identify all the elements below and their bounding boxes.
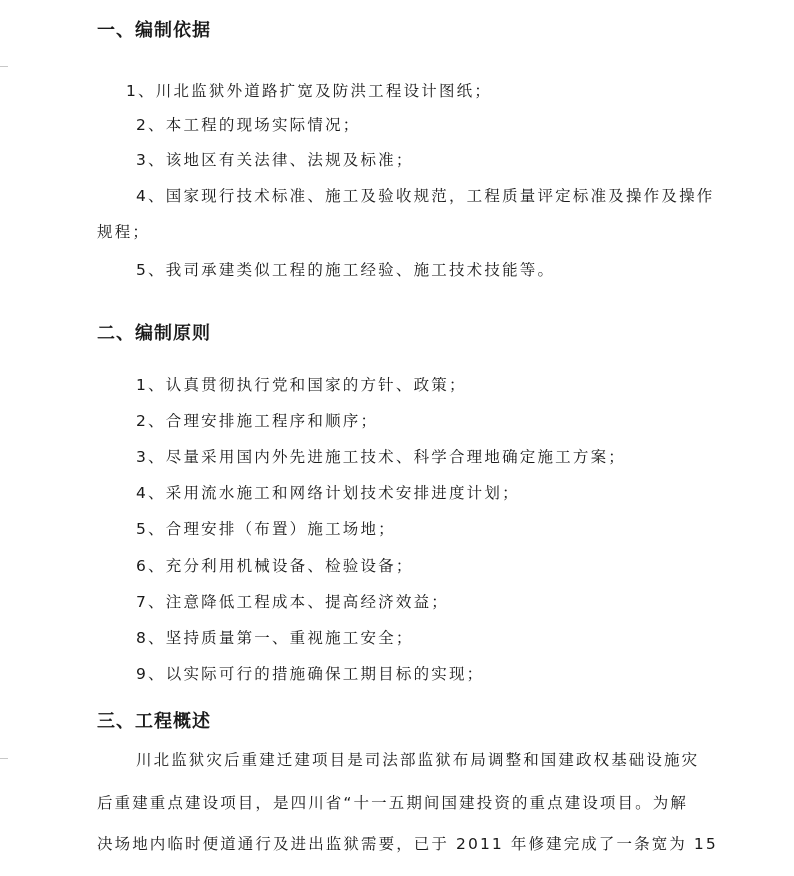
list-item xyxy=(136,481,520,503)
list-item xyxy=(136,148,414,170)
list-item xyxy=(136,258,555,280)
item-number: 8、 xyxy=(136,629,166,647)
item-text: 国家现行技术标准、施工及验收规范，工程质量评定标准及操作及操作 xyxy=(165,187,715,205)
item-text: 注意降低工程成本、提高经济效益； xyxy=(165,593,449,611)
list-item xyxy=(126,79,492,101)
list-item xyxy=(136,373,467,395)
item-number: 5、 xyxy=(136,520,166,538)
list-item xyxy=(136,554,414,576)
item-number: 2、 xyxy=(136,412,166,430)
item-number: 1、 xyxy=(126,82,156,100)
item-text: 坚持质量第一、重视施工安全； xyxy=(165,629,414,647)
list-item xyxy=(136,590,449,612)
item-text: 川北监狱外道路扩宽及防洪工程设计图纸； xyxy=(155,82,493,100)
list-item xyxy=(136,113,360,135)
item-text: 以实际可行的措施确保工期目标的实现； xyxy=(165,665,485,683)
item-text: 采用流水施工和网络计划技术安排进度计划； xyxy=(165,484,520,502)
item-text: 认真贯彻执行党和国家的方针、政策； xyxy=(165,376,467,394)
list-item xyxy=(136,409,378,431)
list-item xyxy=(136,662,484,684)
item-number: 6、 xyxy=(136,557,166,575)
item-text: 该地区有关法律、法规及标准； xyxy=(165,151,414,169)
item-text: 合理安排（布置）施工场地； xyxy=(165,520,396,538)
item-number: 1、 xyxy=(136,376,166,394)
item-text: 充分利用机械设备、检验设备； xyxy=(165,557,414,575)
item-number: 3、 xyxy=(136,151,166,169)
item-number: 4、 xyxy=(136,187,166,205)
list-item xyxy=(136,626,414,648)
item-text: 合理安排施工程序和顺序； xyxy=(165,412,379,430)
list-item-continuation: 规程； xyxy=(97,223,151,241)
list-item xyxy=(136,517,396,539)
section-heading: 三、工程概述 xyxy=(97,711,211,732)
item-number: 4、 xyxy=(136,484,166,502)
item-text: 我司承建类似工程的施工经验、施工技术技能等。 xyxy=(165,261,556,279)
item-number: 5、 xyxy=(136,261,166,279)
paragraph-line: 后重建重点建设项目，是四川省“十一五期间国建投资的重点建设项目。为解 xyxy=(97,794,688,812)
margin-marker xyxy=(0,66,8,67)
item-number: 3、 xyxy=(136,448,166,466)
list-item xyxy=(136,445,626,467)
item-text: 本工程的现场实际情况； xyxy=(165,116,361,134)
item-number: 9、 xyxy=(136,665,166,683)
section-heading: 一、编制依据 xyxy=(97,20,211,41)
item-number: 7、 xyxy=(136,593,166,611)
paragraph-line: 决场地内临时便道通行及进出监狱需要，已于 2011 年修建完成了一条宽为 15 xyxy=(97,835,718,853)
list-item xyxy=(136,184,714,206)
paragraph-line: 川北监狱灾后重建迁建项目是司法部监狱布局调整和国建政权基础设施灾 xyxy=(136,751,700,769)
section-heading: 二、编制原则 xyxy=(97,323,211,344)
item-number: 2、 xyxy=(136,116,166,134)
item-text: 尽量采用国内外先进施工技术、科学合理地确定施工方案； xyxy=(165,448,626,466)
margin-marker xyxy=(0,758,8,759)
